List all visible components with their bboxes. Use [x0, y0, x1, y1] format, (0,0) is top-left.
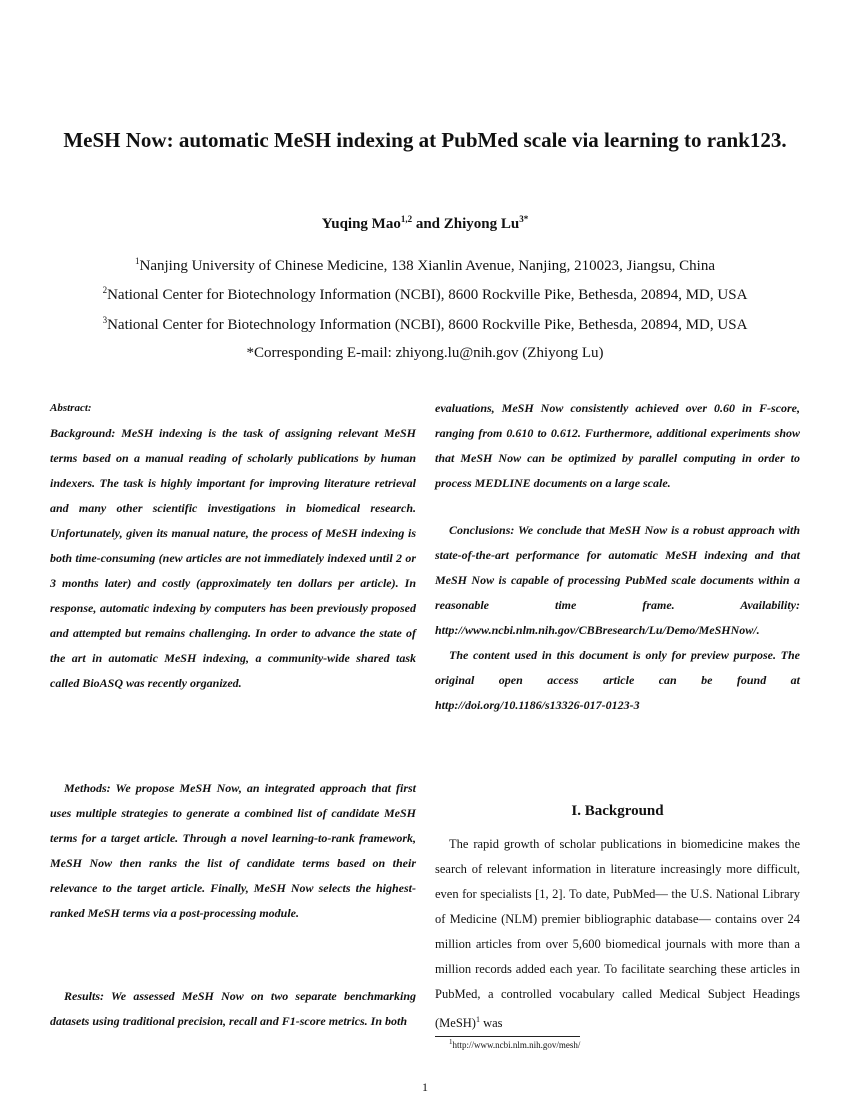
abstract-results-block [50, 984, 416, 1034]
abstract-results-continuation: evaluations, MeSH Now consistently achieved over 0.60 in F-score, ranging from 0.610 to 0.612. Furthermore, additional experiments show that MeSH Now can be optimized by parallel computing in order to process MEDLINE documents on a large scale. [435, 401, 800, 490]
abstract-results-continued [435, 396, 800, 496]
author-line [0, 214, 850, 233]
abstract-background: Background: MeSH indexing is the task of assigning relevant MeSH terms based on a manual reading of scholarly publications by human indexers. The task is highly important for improving literature retrieval and many other scientific investigations in biomedical research. Unfortunately, given its manual nature, the process of MeSH indexing is both time-consuming (new articles are not immediately indexed until 2 or 3 months later) and costly (approximately ten dollars per article). In response, automatic indexing by computers has been previously proposed and attempted but remains challenging. In order to advance the state of the art in automatic MeSH indexing, a community-wide shared task called BioASQ was recently organized. [50, 426, 416, 690]
abstract-methods-block [50, 776, 416, 926]
section-body: The rapid growth of scholar publications in biomedicine makes the search of relevant information in literature increasingly more difficult, even for specialists [1, 2]. To date, PubMed— the U.S. National Library of Medicine (NLM) premier bibliographic database— contains over 24 million articles from over 5,600 biomedical journals with more than a million records added each year. To facilitate searching these articles in PubMed, a controlled vocabulary called Medical Subject Headings (MeSH)$^1$ was [435, 837, 800, 1031]
author-affiliation-sup: 3* [519, 214, 529, 224]
author-separator: and [412, 216, 444, 232]
author-name: Yuqing Mao [321, 216, 401, 232]
affiliation-1: $^1$Nanjing University of Chinese Medicine, 138 Xianlin Avenue, Nanjing, 210023, Jiangsu, China [135, 256, 715, 274]
paper-title: MeSH Now: automatic MeSH indexing at PubMed scale via learning to rank123. [63, 128, 787, 152]
affiliation-3: $^3$National Center for Biotechnology Information (NCBI), 8600 Rockville Pike, Bethesda, 20894, MD, USA [102, 315, 748, 333]
abstract-results: Results: We assessed MeSH Now on two separate benchmarking datasets using traditional precision, recall and F1-score metrics. In both [50, 989, 416, 1028]
author-name: Zhiyong Lu [443, 216, 520, 232]
footnote-rule [435, 1036, 580, 1037]
abstract-conclusions-block [435, 518, 800, 718]
affiliation-2: $^2$National Center for Biotechnology Information (NCBI), 8600 Rockville Pike, Bethesda, 20894, MD, USA [102, 285, 748, 303]
section-heading: I. Background [571, 803, 664, 819]
footnote: $^1$http://www.ncbi.nlm.nih.gov/mesh/ [449, 1038, 581, 1050]
author-affiliation-sup: 1,2 [400, 214, 413, 224]
preview-notice: The content used in this document is only for preview purpose. The original open access article can be found at http://doi.org/10.1186/s13326-017-0123-3 [435, 648, 800, 712]
footnote-ref: 1 [475, 1015, 480, 1024]
corresponding-email: *Corresponding E-mail: zhiyong.lu@nih.gov (Zhiyong Lu) [246, 345, 604, 361]
abstract-label: Abstract: [50, 402, 92, 414]
abstract-conclusions: Conclusions: We conclude that MeSH Now is a robust approach with state-of-the-art performance for automatic MeSH indexing and that MeSH Now is capable of processing PubMed scale documents within a reasonable time frame. Availability: http://www.ncbi.nlm.nih.gov/CBBresearch/Lu/Demo/MeSHNow/. [435, 523, 800, 637]
abstract-column-left [50, 396, 416, 696]
abstract-methods: Methods: We propose MeSH Now, an integrated approach that first uses multiple strategies to generate a combined list of candidate MeSH terms for a target article. Through a novel learning-to-rank framework, MeSH Now then ranks the list of candidate terms based on their relevance to the target article. Finally, MeSH Now selects the highest-ranked MeSH terms via a post-processing module. [50, 781, 416, 920]
page-number: 1 [422, 1080, 428, 1094]
